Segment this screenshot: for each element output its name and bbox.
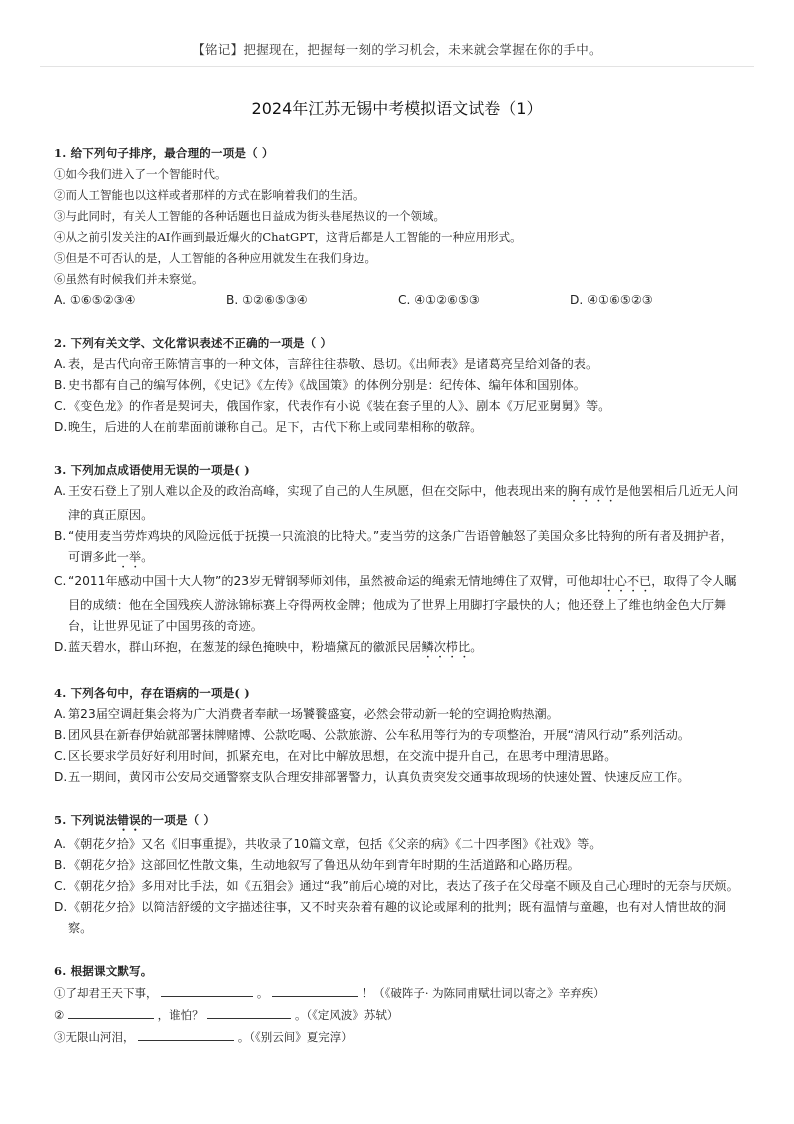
question-3-stem: 3. 下列加点成语使用无误的一项是( )	[54, 463, 250, 477]
question-4	[54, 683, 744, 788]
question-2-option-d[interactable]: D.晚生，后进的人在前辈面前谦称自己。足下，古代下称上或同辈相称的敬辞。	[54, 420, 483, 434]
question-3-option-c[interactable]: C. “2011年感动中国十大人物”的23岁无臂钢琴师刘伟，虽然被命运的绳索无情地缚住了双臂，可他却壮心不已，取得了令人瞩目的成绩：他在全国残疾人游泳锦标赛上夺得两枚金牌；他成为了世界上用脚打字最快的人；他还登上了维也纳金色大厅舞台，让世界见证了中国男孩的奇迹。	[54, 574, 737, 633]
question-2	[54, 333, 744, 438]
question-4-option-d[interactable]: D.五一期间，黄冈市公安局交通警察支队合理安排部署警力，认真负责突发交通事故现场的快速处置、快速反应工作。	[54, 770, 690, 784]
question-4-stem: 4. 下列各句中，存在语病的一项是( )	[54, 686, 250, 700]
answer-blank[interactable]	[207, 1004, 291, 1019]
question-5-option-b[interactable]: B. 《朝花夕拾》这部回忆性散文集，生动地叙写了鲁迅从幼年到青年时期的生活道路和心路历程。	[54, 858, 580, 872]
question-1-sentence: ③与此同时，有关人工智能的各种话题也日益成为街头巷尾热议的一个领域。	[54, 209, 445, 223]
page-title: 2024年江苏无锡中考模拟语文试卷（1）	[251, 99, 543, 118]
question-5	[54, 810, 744, 939]
question-2-stem: 2. 下列有关文学、文化常识表述不正确的一项是（ ）	[54, 336, 333, 350]
question-3-option-b[interactable]: B. “使用麦当劳炸鸡块的风险远低于抚摸一只流浪的比特犬。”麦当劳的这条广告语曾触怒了美国众多比特狗的所有者及拥护者，可谓多此一举。	[54, 529, 733, 564]
answer-blank[interactable]	[161, 982, 253, 997]
question-2-option-c[interactable]: C. 《变色龙》的作者是契诃夫，俄国作家，代表作有小说《装在套子里的人》、剧本《万尼亚舅舅》等。	[54, 399, 611, 413]
question-3	[54, 460, 744, 661]
question-1-choice-b[interactable]: B. ①②⑥⑤③④	[226, 293, 308, 307]
question-4-option-a[interactable]: A. 第23届空调赶集会将为广大消费者奉献一场饕餮盛宴，必然会带动新一轮的空调抢购热潮。	[54, 707, 559, 721]
question-1-stem: 1. 给下列句子排序，最合理的一项是（ ）	[54, 146, 274, 160]
question-1-sentence: ②而人工智能也以这样或者那样的方式在影响着我们的生活。	[54, 188, 365, 202]
emphasized-idiom: 胸有成竹	[567, 484, 617, 498]
answer-blank[interactable]	[272, 982, 358, 997]
recitation-line-2: ② ，谁怕？ 。（《定风波》苏轼）	[54, 1004, 744, 1026]
header-divider	[40, 66, 754, 67]
exam-content	[54, 143, 744, 1070]
question-6-stem: 6. 根据课文默写。	[54, 964, 153, 978]
question-5-option-d[interactable]: D.《朝花夕拾》以简洁舒缓的文字描述往事，又不时夹杂着有趣的议论或犀利的批判；既有温情与童趣，也有对人情世故的洞察。	[54, 900, 727, 935]
emphasized-word: 错误	[117, 813, 141, 827]
emphasized-idiom: 一举	[116, 550, 142, 564]
question-1-choice-c[interactable]: C. ④①②⑥⑤③	[398, 293, 480, 307]
question-1-sentence: ④从之前引发关注的AI作画到最近爆火的ChatGPT，这背后都是人工智能的一种应用形式。	[54, 230, 522, 244]
answer-blank[interactable]	[138, 1026, 234, 1041]
question-3-option-d[interactable]: D.蓝天碧水，群山环抱，在葱茏的绿色掩映中，粉墙黛瓦的徽派民居鳞次栉比。	[54, 640, 483, 654]
question-1-choice-a[interactable]: A. ①⑥⑤②③④	[54, 293, 136, 307]
emphasized-idiom: 鳞次栉比	[421, 640, 471, 654]
question-2-option-b[interactable]: B. 史书都有自己的编写体例，《史记》《左传》《战国策》的体例分别是：纪传体、编年体和国别体。	[54, 378, 586, 392]
answer-blank[interactable]	[68, 1004, 154, 1019]
question-6	[54, 961, 744, 1048]
question-1-choices	[54, 290, 744, 311]
question-5-option-a[interactable]: A. 《朝花夕拾》又名《旧事重提》，共收录了10篇文章，包括《父亲的病》《二十四孝图》《社戏》等。	[54, 837, 602, 851]
header-motto: 【铭记】把握现在，把握每一刻的学习机会，未来就会掌握在你的手中。	[192, 42, 602, 57]
recitation-line-1: ①了却君王天下事， 。 ！（《破阵子· 为陈同甫赋壮词以寄之》辛弃疾）	[54, 982, 744, 1004]
page-header	[0, 0, 794, 66]
question-4-option-b[interactable]: B. 团风县在新春伊始就部署抹牌赌博、公款吃喝、公款旅游、公车私用等行为的专项整治，开展“清风行动”系列活动。	[54, 728, 691, 742]
question-1-sentence: ⑤但是不可否认的是，人工智能的各种应用就发生在我们身边。	[54, 251, 376, 265]
question-1-sentence: ①如今我们进入了一个智能时代。	[54, 167, 227, 181]
question-2-option-a[interactable]: A. 表，是古代向帝王陈情言事的一种文体，言辞往往恭敬、恳切。《出师表》是诸葛亮呈给刘备的表。	[54, 357, 599, 371]
recitation-line-3: ③无限山河泪， 。（《别云间》夏完淳）	[54, 1026, 744, 1048]
question-1-sentence: ⑥虽然有时候我们并未察觉。	[54, 272, 204, 286]
question-1-choice-d[interactable]: D. ④①⑥⑤②③	[570, 293, 653, 307]
question-4-option-c[interactable]: C. 区长要求学员好好利用时间，抓紧充电，在对比中解放思想，在交流中提升自己，在思考中理清思路。	[54, 749, 617, 763]
emphasized-idiom: 壮心不已	[602, 574, 652, 588]
question-1	[54, 143, 744, 311]
question-5-option-c[interactable]: C. 《朝花夕拾》多用对比手法，如《五猖会》通过“我”前后心境的对比，表达了孩子在父母毫不顾及自己心理时的无奈与厌烦。	[54, 879, 739, 893]
question-5-stem: 5. 下列说法错误的一项是（ ）	[54, 813, 216, 827]
question-3-option-a[interactable]: A. 王安石登上了别人难以企及的政治高峰，实现了自己的人生夙愿，但在交际中，他表现出来的胸有成竹是他罢相后几近无人问津的真正原因。	[54, 484, 739, 522]
